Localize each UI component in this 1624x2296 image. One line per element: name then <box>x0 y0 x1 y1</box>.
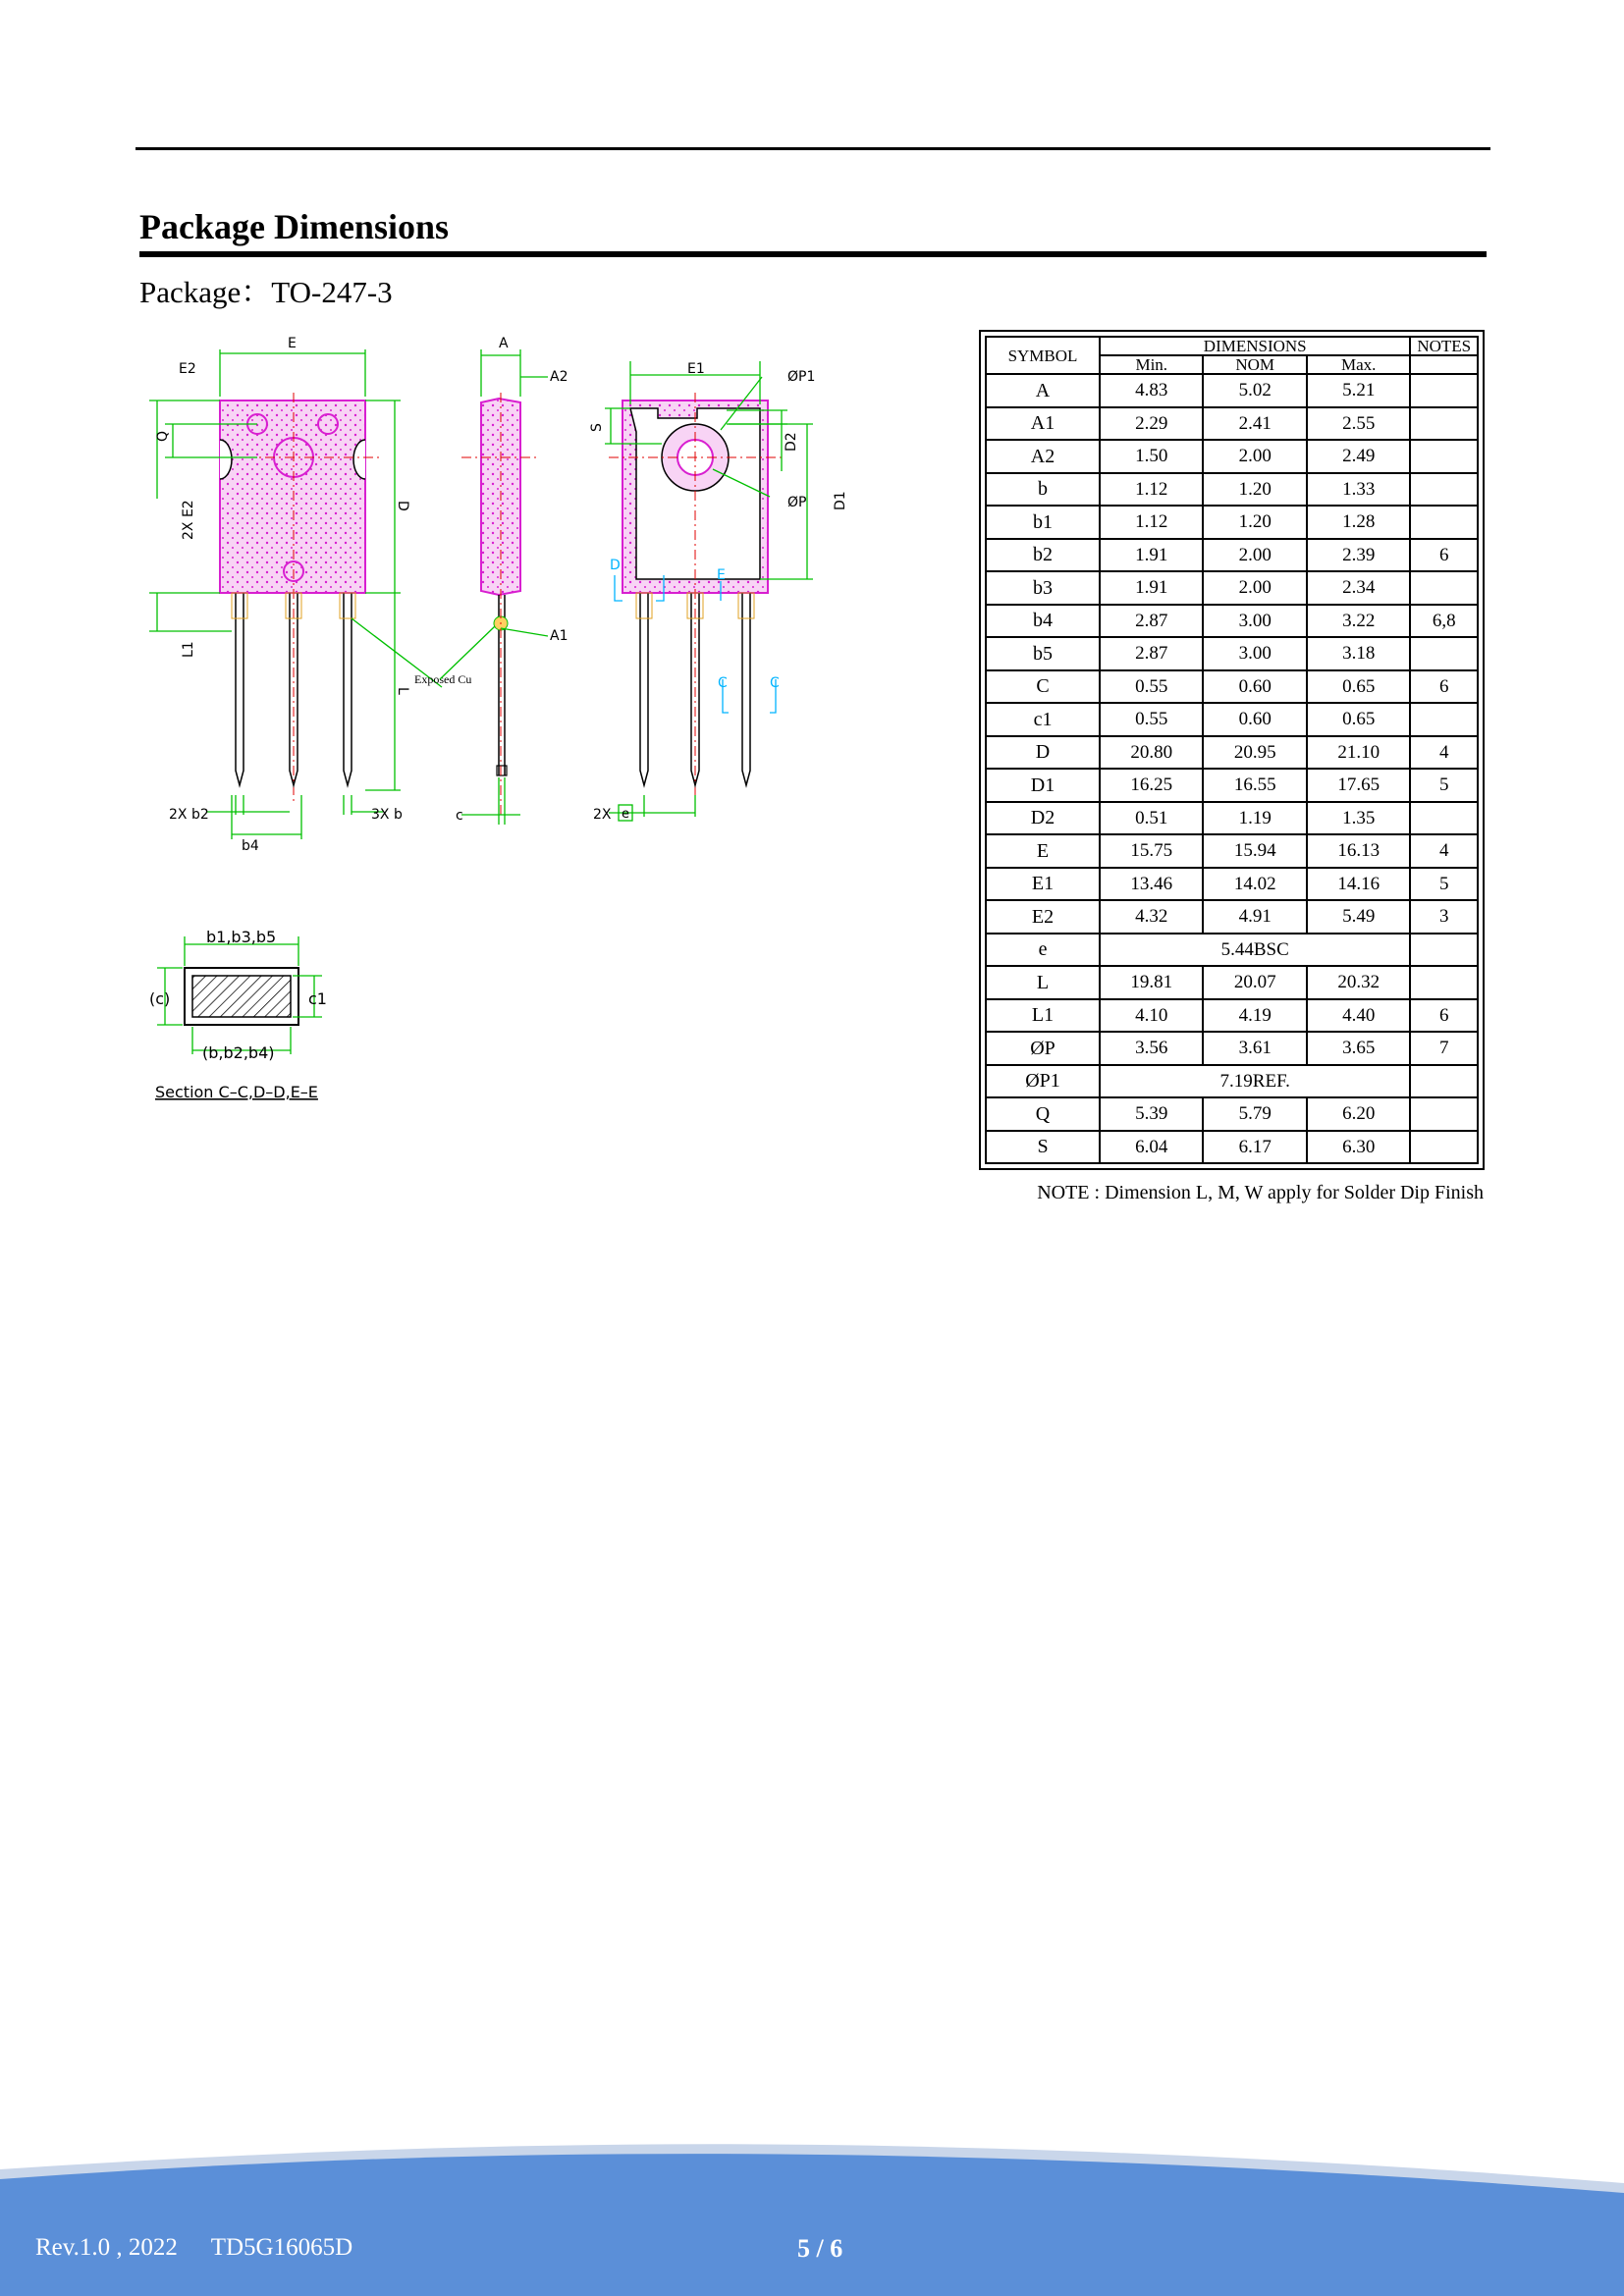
table-cell: 2.29 <box>1100 407 1203 441</box>
table-cell: b <box>986 473 1100 507</box>
table-cell: 1.19 <box>1203 802 1306 835</box>
table-note: NOTE : Dimension L, M, W apply for Solder Dip Finish <box>1037 1182 1484 1203</box>
dim-label-E2: E2 <box>179 361 196 377</box>
table-row <box>986 1032 1478 1065</box>
section-mark-C-right: C <box>770 675 780 691</box>
table-row <box>986 670 1478 704</box>
table-cell <box>1410 374 1478 407</box>
dim-label-A1: A1 <box>550 628 568 644</box>
table-cell <box>1410 637 1478 670</box>
table-row <box>986 900 1478 934</box>
table-cell: 5.44BSC <box>1100 934 1410 967</box>
table-cell: 0.60 <box>1203 703 1306 736</box>
table-row <box>986 473 1478 507</box>
dim-label-E: E <box>288 336 297 351</box>
table-cell: 6.30 <box>1307 1131 1410 1164</box>
table-row <box>986 834 1478 868</box>
table-cell: e <box>986 934 1100 967</box>
table-cell <box>1410 571 1478 605</box>
dim-label-L1: L1 <box>181 641 196 658</box>
table-cell: 19.81 <box>1100 966 1203 999</box>
header-symbol: SYMBOL <box>986 337 1100 374</box>
table-cell: 0.55 <box>1100 703 1203 736</box>
table-cell: 7.19REF. <box>1100 1065 1410 1098</box>
table-cell: 2.87 <box>1100 637 1203 670</box>
table-cell: 1.12 <box>1100 506 1203 539</box>
table-cell <box>1410 506 1478 539</box>
table-cell: D <box>986 736 1100 770</box>
table-cell: 5 <box>1410 769 1478 802</box>
table-cell: 1.35 <box>1307 802 1410 835</box>
table-cell: b3 <box>986 571 1100 605</box>
section-label-bb2b4: (b,b2,b4) <box>202 1043 275 1062</box>
table-cell: 4.19 <box>1203 999 1306 1033</box>
table-cell: 1.20 <box>1203 506 1306 539</box>
table-cell <box>1410 407 1478 441</box>
table-row <box>986 605 1478 638</box>
table-cell: 0.51 <box>1100 802 1203 835</box>
table-row <box>986 440 1478 473</box>
table-row <box>986 1097 1478 1131</box>
dimension-table-body <box>986 374 1478 1163</box>
table-cell: b5 <box>986 637 1100 670</box>
dim-label-D1: D1 <box>833 491 848 510</box>
table-cell: 6.17 <box>1203 1131 1306 1164</box>
table-cell: 3.56 <box>1100 1032 1203 1065</box>
table-cell: 3.00 <box>1203 605 1306 638</box>
dim-label-b4: b4 <box>242 838 259 854</box>
header-notes-blank <box>1410 355 1478 374</box>
table-cell <box>1410 440 1478 473</box>
table-cell <box>1410 934 1478 967</box>
table-cell: 5.02 <box>1203 374 1306 407</box>
table-cell: 20.95 <box>1203 736 1306 770</box>
table-cell <box>1410 802 1478 835</box>
dim-label-D2: D2 <box>784 432 799 452</box>
table-cell: 4.40 <box>1307 999 1410 1033</box>
table-cell: 4.91 <box>1203 900 1306 934</box>
table-cell: 1.50 <box>1100 440 1203 473</box>
table-cell: 3.61 <box>1203 1032 1306 1065</box>
table-cell: 3.65 <box>1307 1032 1410 1065</box>
table-cell: 0.60 <box>1203 670 1306 704</box>
table-cell: 4 <box>1410 736 1478 770</box>
table-cell: 6 <box>1410 999 1478 1033</box>
exposed-cu-label: Exposed Cu <box>414 672 472 686</box>
table-cell: 5.49 <box>1307 900 1410 934</box>
table-cell: 15.75 <box>1100 834 1203 868</box>
table-cell: 1.20 <box>1203 473 1306 507</box>
title-rule <box>139 251 1487 257</box>
table-row <box>986 374 1478 407</box>
dim-label-Q: Q <box>155 430 171 442</box>
table-cell: 20.32 <box>1307 966 1410 999</box>
top-rule <box>135 147 1490 150</box>
package-drawing <box>147 334 874 864</box>
table-cell: 3.18 <box>1307 637 1410 670</box>
dim-label-3x-b: 3X b <box>371 807 403 823</box>
table-cell: 2.87 <box>1100 605 1203 638</box>
side-view <box>440 336 568 825</box>
table-cell: 7 <box>1410 1032 1478 1065</box>
table-cell: E1 <box>986 868 1100 901</box>
table-cell: 5.39 <box>1100 1097 1203 1131</box>
table-cell: 1.91 <box>1100 539 1203 572</box>
table-row <box>986 637 1478 670</box>
table-row <box>986 999 1478 1033</box>
table-cell: E <box>986 834 1100 868</box>
table-cell: 20.07 <box>1203 966 1306 999</box>
table-cell <box>1410 1097 1478 1131</box>
table-cell <box>1410 473 1478 507</box>
table-cell: 14.02 <box>1203 868 1306 901</box>
table-row <box>986 703 1478 736</box>
table-cell: c1 <box>986 703 1100 736</box>
dim-label-2x-E2: 2X E2 <box>181 500 196 540</box>
table-cell: D1 <box>986 769 1100 802</box>
dim-label-2x-b2: 2X b2 <box>169 807 209 823</box>
dim-label-c: c <box>456 808 463 824</box>
table-cell: 2.00 <box>1203 539 1306 572</box>
table-cell: 17.65 <box>1307 769 1410 802</box>
header-nom: NOM <box>1203 355 1306 374</box>
table-cell: 4 <box>1410 834 1478 868</box>
table-cell: 0.65 <box>1307 670 1410 704</box>
table-cell: 16.13 <box>1307 834 1410 868</box>
table-cell: 13.46 <box>1100 868 1203 901</box>
table-cell <box>1410 1065 1478 1098</box>
table-row <box>986 769 1478 802</box>
table-row <box>986 407 1478 441</box>
table-row <box>986 1131 1478 1164</box>
table-cell: 5.79 <box>1203 1097 1306 1131</box>
dim-label-e: e <box>622 807 629 822</box>
dim-label-A: A <box>499 336 509 351</box>
dimension-table-frame <box>979 330 1485 1170</box>
footer-page-number: 5 / 6 <box>797 2234 843 2263</box>
dim-label-D: D <box>395 501 410 511</box>
table-cell <box>1410 703 1478 736</box>
table-cell: C <box>986 670 1100 704</box>
table-cell: 1.33 <box>1307 473 1410 507</box>
table-cell: Q <box>986 1097 1100 1131</box>
table-cell: 5 <box>1410 868 1478 901</box>
package-label: Package：TO-247-3 <box>139 275 393 309</box>
table-cell: 2.49 <box>1307 440 1410 473</box>
header-notes: NOTES <box>1410 337 1478 355</box>
table-cell: b4 <box>986 605 1100 638</box>
table-cell: D2 <box>986 802 1100 835</box>
section-mark-E: E <box>717 567 726 583</box>
table-row <box>986 736 1478 770</box>
header-dimensions: DIMENSIONS <box>1100 337 1410 355</box>
page-title: Package Dimensions <box>139 207 449 246</box>
table-cell <box>1410 966 1478 999</box>
table-cell: A1 <box>986 407 1100 441</box>
table-cell <box>1410 1131 1478 1164</box>
table-cell: 16.25 <box>1100 769 1203 802</box>
section-drawing <box>147 923 363 1109</box>
table-cell: 15.94 <box>1203 834 1306 868</box>
table-cell: 4.83 <box>1100 374 1203 407</box>
header-min: Min. <box>1100 355 1203 374</box>
table-cell: L1 <box>986 999 1100 1033</box>
table-cell: 6,8 <box>1410 605 1478 638</box>
dim-label-S: S <box>589 423 605 432</box>
table-cell: ØP1 <box>986 1065 1100 1098</box>
table-row <box>986 934 1478 967</box>
table-cell: 2.39 <box>1307 539 1410 572</box>
front-view <box>149 336 471 854</box>
dim-label-OP: ØP <box>787 495 807 510</box>
dim-label-2x: 2X <box>593 807 612 823</box>
table-row <box>986 802 1478 835</box>
table-cell: 3.00 <box>1203 637 1306 670</box>
table-cell: L <box>986 966 1100 999</box>
table-cell: 4.32 <box>1100 900 1203 934</box>
table-cell: 20.80 <box>1100 736 1203 770</box>
table-cell: ØP <box>986 1032 1100 1065</box>
table-cell: 2.41 <box>1203 407 1306 441</box>
table-row <box>986 571 1478 605</box>
table-cell: b1 <box>986 506 1100 539</box>
table-cell: 1.12 <box>1100 473 1203 507</box>
table-cell: S <box>986 1131 1100 1164</box>
table-row <box>986 539 1478 572</box>
table-row <box>986 1065 1478 1098</box>
footer-part-number: TD5G16065D <box>210 2234 353 2261</box>
table-cell: 2.34 <box>1307 571 1410 605</box>
table-cell: 6.20 <box>1307 1097 1410 1131</box>
section-label-c1: c1 <box>308 989 327 1008</box>
table-cell: A2 <box>986 440 1100 473</box>
table-cell: 3 <box>1410 900 1478 934</box>
section-caption: Section C–C,D–D,E–E <box>155 1083 318 1101</box>
table-cell: 2.00 <box>1203 571 1306 605</box>
section-label-c: (c) <box>149 989 171 1008</box>
table-cell: 1.28 <box>1307 506 1410 539</box>
table-cell: 6.04 <box>1100 1131 1203 1164</box>
table-cell: 6 <box>1410 539 1478 572</box>
footer-band <box>0 2140 1624 2296</box>
table-cell: b2 <box>986 539 1100 572</box>
table-cell: 0.55 <box>1100 670 1203 704</box>
dim-label-E1: E1 <box>687 361 705 377</box>
footer-info <box>35 2234 380 2262</box>
section-mark-D: D <box>610 558 621 573</box>
table-cell: 6 <box>1410 670 1478 704</box>
table-cell: 16.55 <box>1203 769 1306 802</box>
back-view <box>589 361 848 823</box>
table-row <box>986 506 1478 539</box>
dim-label-A2: A2 <box>550 369 568 385</box>
table-cell: A <box>986 374 1100 407</box>
footer-revision: Rev.1.0 , 2022 <box>35 2234 178 2261</box>
table-cell: 0.65 <box>1307 703 1410 736</box>
table-cell: 2.00 <box>1203 440 1306 473</box>
table-cell: 2.55 <box>1307 407 1410 441</box>
section-label-b1b3b5: b1,b3,b5 <box>206 928 277 946</box>
dimension-table <box>985 336 1479 1164</box>
dim-label-OP1: ØP1 <box>787 369 816 385</box>
table-cell: 5.21 <box>1307 374 1410 407</box>
table-cell: 21.10 <box>1307 736 1410 770</box>
table-cell: 4.10 <box>1100 999 1203 1033</box>
section-mark-C-left: C <box>718 675 728 691</box>
table-row <box>986 966 1478 999</box>
table-cell: 14.16 <box>1307 868 1410 901</box>
dim-label-L: L <box>395 687 410 695</box>
header-max: Max. <box>1307 355 1410 374</box>
table-row <box>986 868 1478 901</box>
table-cell: 3.22 <box>1307 605 1410 638</box>
table-cell: 1.91 <box>1100 571 1203 605</box>
table-cell: E2 <box>986 900 1100 934</box>
